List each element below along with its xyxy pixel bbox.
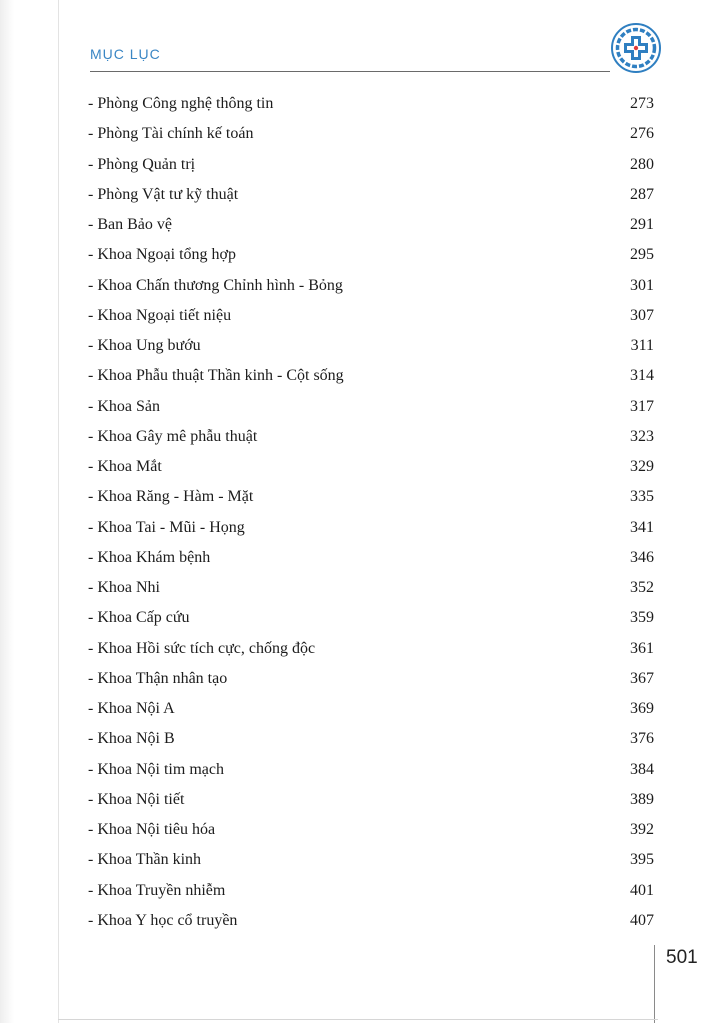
table-of-contents bbox=[88, 89, 654, 936]
toc-entry-title: - Khoa Truyền nhiễm bbox=[88, 881, 226, 899]
toc-entry bbox=[88, 422, 654, 452]
toc-entry-page: 361 bbox=[630, 639, 654, 657]
toc-entry-page: 307 bbox=[630, 306, 654, 324]
toc-entry-page: 301 bbox=[630, 276, 654, 294]
toc-entry bbox=[88, 664, 654, 694]
hospital-logo-icon bbox=[610, 22, 662, 74]
toc-entry-title: - Khoa Nội tim mạch bbox=[88, 760, 224, 778]
toc-entry-title: - Khoa Cấp cứu bbox=[88, 609, 190, 627]
toc-entry bbox=[88, 271, 654, 301]
toc-entry bbox=[88, 119, 654, 149]
toc-entry-page: 287 bbox=[630, 185, 654, 203]
toc-entry-title: - Khoa Tai - Mũi - Họng bbox=[88, 518, 245, 536]
page-number-divider bbox=[654, 945, 655, 1023]
toc-entry bbox=[88, 543, 654, 573]
toc-entry-page: 329 bbox=[630, 458, 654, 476]
toc-entry-title: - Khoa Y học cổ truyền bbox=[88, 911, 238, 929]
toc-entry bbox=[88, 634, 654, 664]
toc-entry-title: - Khoa Gây mê phẫu thuật bbox=[88, 427, 258, 445]
toc-entry-page: 295 bbox=[630, 246, 654, 264]
toc-entry-title: - Khoa Phẫu thuật Thần kinh - Cột sống bbox=[88, 367, 344, 385]
toc-entry-page: 323 bbox=[630, 427, 654, 445]
toc-entry bbox=[88, 906, 654, 936]
toc-entry bbox=[88, 89, 654, 119]
toc-entry bbox=[88, 724, 654, 754]
toc-entry-title: - Khoa Ngoại tổng hợp bbox=[88, 246, 236, 264]
toc-entry-title: - Khoa Nội B bbox=[88, 730, 175, 748]
toc-entry-title: - Khoa Thận nhân tạo bbox=[88, 669, 228, 687]
toc-entry bbox=[88, 573, 654, 603]
toc-entry bbox=[88, 240, 654, 270]
toc-entry bbox=[88, 361, 654, 391]
toc-entry-page: 311 bbox=[630, 337, 654, 355]
toc-entry-title: - Phòng Công nghệ thông tin bbox=[88, 95, 274, 113]
toc-entry-title: - Phòng Tài chính kế toán bbox=[88, 125, 254, 143]
toc-entry-page: 291 bbox=[630, 216, 654, 234]
toc-entry-page: 346 bbox=[630, 548, 654, 566]
toc-entry-page: 276 bbox=[630, 125, 654, 143]
toc-entry bbox=[88, 210, 654, 240]
toc-entry-title: - Khoa Ung bướu bbox=[88, 337, 201, 355]
toc-entry-title: - Khoa Thần kinh bbox=[88, 851, 202, 869]
toc-entry-title: - Phòng Quản trị bbox=[88, 155, 196, 173]
bottom-rule bbox=[58, 1019, 658, 1020]
toc-entry-page: 369 bbox=[630, 700, 654, 718]
toc-entry bbox=[88, 150, 654, 180]
toc-entry bbox=[88, 513, 654, 543]
toc-entry-title: - Khoa Sản bbox=[88, 397, 160, 415]
toc-entry bbox=[88, 755, 654, 785]
toc-entry-title: - Ban Bảo vệ bbox=[88, 216, 172, 234]
left-margin-rule bbox=[58, 0, 59, 1023]
toc-entry bbox=[88, 301, 654, 331]
toc-entry-page: 359 bbox=[630, 609, 654, 627]
toc-entry-page: 407 bbox=[630, 911, 654, 929]
scan-edge-shadow bbox=[0, 0, 14, 1023]
toc-entry-title: - Phòng Vật tư kỹ thuật bbox=[88, 185, 239, 203]
toc-entry-title: - Khoa Nhi bbox=[88, 579, 160, 597]
toc-entry bbox=[88, 845, 654, 875]
page-title: MỤC LỤC bbox=[90, 46, 161, 62]
toc-entry-page: 401 bbox=[630, 881, 654, 899]
toc-entry-title: - Khoa Nội tiết bbox=[88, 790, 185, 808]
toc-entry bbox=[88, 815, 654, 845]
toc-entry bbox=[88, 392, 654, 422]
page-number: 501 bbox=[666, 947, 698, 968]
toc-entry-title: - Khoa Ngoại tiết niệu bbox=[88, 306, 232, 324]
toc-entry-page: 317 bbox=[630, 397, 654, 415]
toc-entry-title: - Khoa Hồi sức tích cực, chống độc bbox=[88, 639, 316, 657]
toc-entry-page: 341 bbox=[630, 518, 654, 536]
toc-entry-page: 376 bbox=[630, 730, 654, 748]
toc-entry-page: 389 bbox=[630, 790, 654, 808]
toc-entry-page: 352 bbox=[630, 579, 654, 597]
toc-entry-page: 314 bbox=[630, 367, 654, 385]
toc-entry-page: 367 bbox=[630, 669, 654, 687]
toc-entry-title: - Khoa Mắt bbox=[88, 458, 162, 476]
toc-entry bbox=[88, 876, 654, 906]
toc-entry-page: 273 bbox=[630, 95, 654, 113]
toc-entry-page: 395 bbox=[630, 851, 654, 869]
toc-entry-title: - Khoa Răng - Hàm - Mặt bbox=[88, 488, 254, 506]
toc-entry bbox=[88, 452, 654, 482]
toc-entry bbox=[88, 785, 654, 815]
toc-entry-page: 392 bbox=[630, 821, 654, 839]
toc-entry-title: - Khoa Nội tiêu hóa bbox=[88, 821, 216, 839]
toc-entry-page: 335 bbox=[630, 488, 654, 506]
toc-entry-title: - Khoa Khám bệnh bbox=[88, 548, 211, 566]
toc-entry-title: - Khoa Nội A bbox=[88, 700, 175, 718]
toc-entry-title: - Khoa Chấn thương Chỉnh hình - Bỏng bbox=[88, 276, 343, 294]
header-divider bbox=[90, 71, 610, 72]
toc-entry bbox=[88, 694, 654, 724]
toc-entry bbox=[88, 603, 654, 633]
toc-entry bbox=[88, 180, 654, 210]
toc-entry-page: 280 bbox=[630, 155, 654, 173]
toc-entry-page: 384 bbox=[630, 760, 654, 778]
toc-entry bbox=[88, 482, 654, 512]
toc-entry bbox=[88, 331, 654, 361]
